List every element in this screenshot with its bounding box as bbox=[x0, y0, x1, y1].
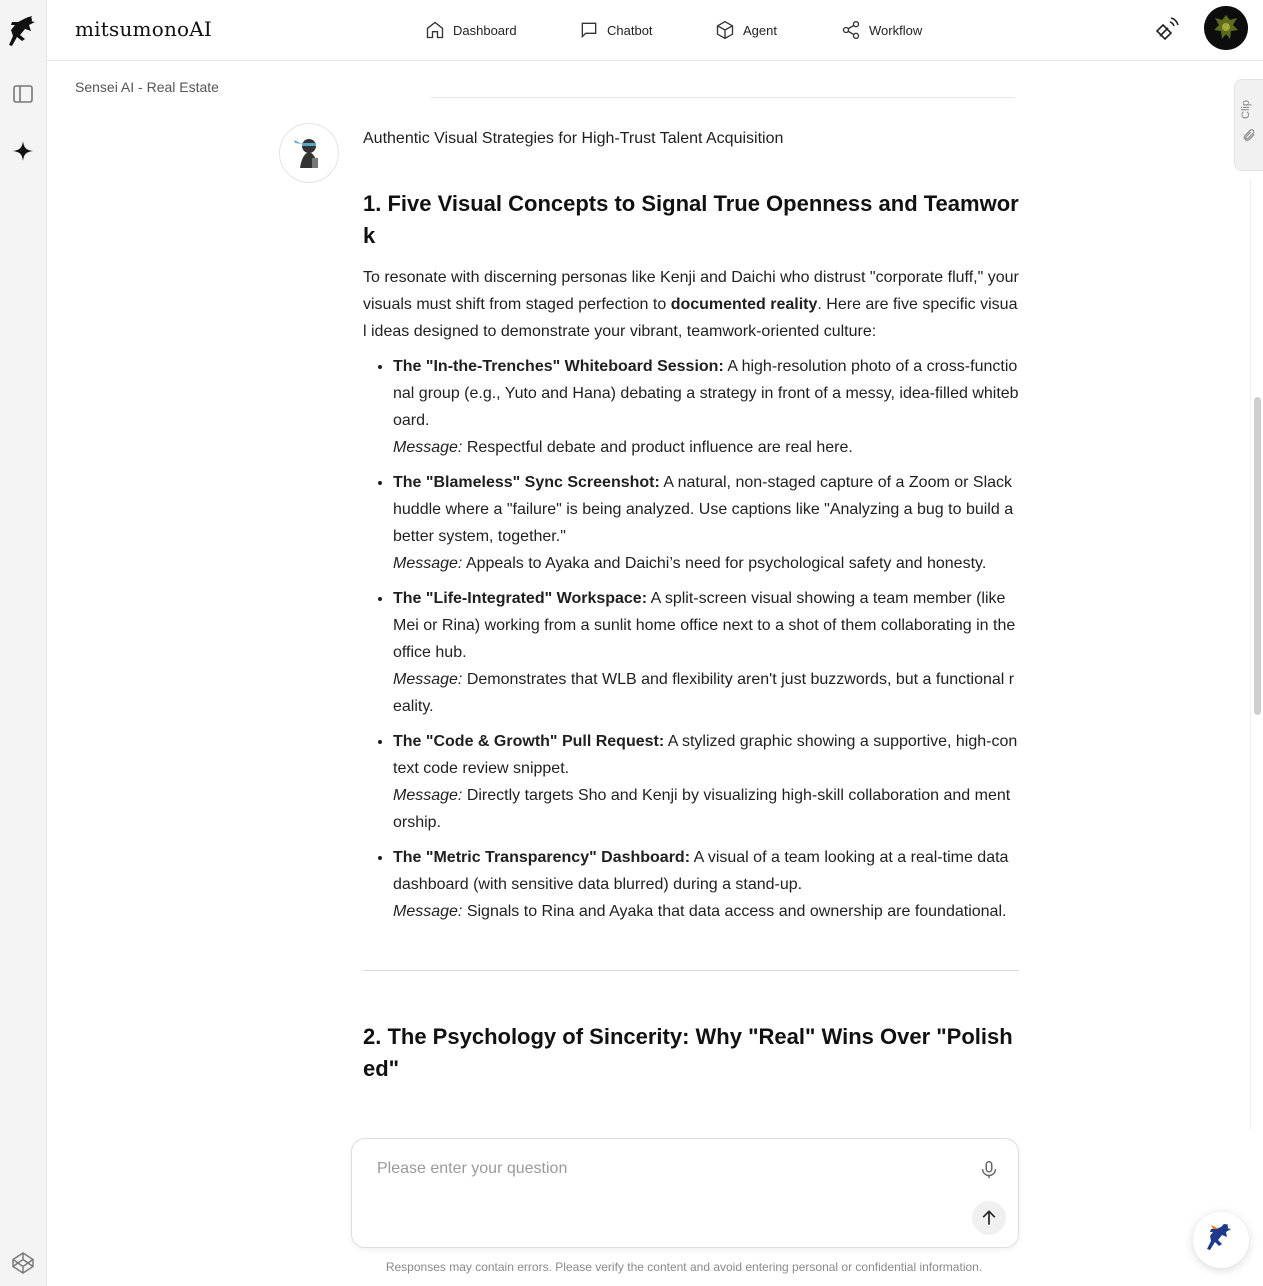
left-rail bbox=[0, 0, 47, 1286]
satellite-icon[interactable] bbox=[1154, 16, 1180, 42]
brand-name[interactable]: mitsumonoAI bbox=[75, 17, 213, 41]
nav-agent[interactable] bbox=[715, 0, 777, 60]
home-icon bbox=[425, 20, 445, 40]
section-heading: 1. Five Visual Concepts to Signal True Openness and Teamwork bbox=[363, 191, 1019, 248]
nav-workflow[interactable] bbox=[841, 0, 922, 60]
sparkle-icon[interactable] bbox=[11, 139, 35, 163]
list-item: • The "Metric Transparency" Dashboard: A visual of a team looking at a real-time data dashboard (with sensitive data blurred) during a stand-up. Message: Signals to Rina and Ayaka that data access and ownership are foundational. bbox=[393, 844, 1019, 925]
user-avatar[interactable] bbox=[1204, 6, 1248, 50]
list-item: • The "Code & Growth" Pull Request: A stylized graphic showing a supportive, high-context code review snippet. Message: Directly targets Sho and Kenji by visualizing high-skill collaboration and mentorship. bbox=[393, 728, 1019, 836]
list-item: • The "In-the-Trenches" Whiteboard Session: A high-resolution photo of a cross-functional group (e.g., Yuto and Hana) debating a strategy in front of a messy, idea-filled whiteboard. Message: Respectful debate and product influence are real here. bbox=[393, 353, 1019, 461]
nav-label: Workflow bbox=[869, 22, 923, 38]
chat-content bbox=[279, 61, 1039, 1129]
question-composer bbox=[351, 1138, 1019, 1248]
chat-icon bbox=[579, 20, 599, 40]
concept-list bbox=[363, 353, 1019, 925]
list-item: • The "Life-Integrated" Workspace: A split-screen visual showing a team member (like Mei or Rina) working from a sunlit home office next to a shot of them collaborating in the office hub. Message: Demonstrates that WLB and flexibility aren't just buzzwords, but a functional reality. bbox=[393, 585, 1019, 720]
bot-avatar bbox=[279, 123, 339, 183]
nav-chatbot[interactable] bbox=[579, 0, 653, 60]
cube-icon bbox=[715, 20, 735, 40]
intro-paragraph: To resonate with discerning personas like Kenji and Daichi who distrust "corporate fluff," your visuals must shift from staged perfection to documented reality. Here are five specific visual ideas designed to demonstrate your vibrant, teamwork-oriented culture: bbox=[363, 269, 1019, 340]
clip-label: Clip bbox=[1240, 100, 1252, 119]
top-header bbox=[47, 0, 1263, 61]
nav-dashboard[interactable] bbox=[425, 0, 517, 60]
divider bbox=[431, 97, 1015, 98]
arrow-up-icon bbox=[979, 1208, 999, 1228]
sidebar-toggle-icon[interactable] bbox=[11, 82, 35, 106]
question-input[interactable] bbox=[375, 1159, 939, 1179]
scrollbar-thumb[interactable] bbox=[1254, 397, 1261, 715]
clip-tab[interactable] bbox=[1234, 79, 1263, 171]
list-item: • The "Blameless" Sync Screenshot: A natural, non-staged capture of a Zoom or Slack huddle where a "failure" is being analyzed. Use captions like "Analyzing a bug to build a better system, together." Message: Appeals to Ayaka and Daichi’s need for psychological safety and honesty. bbox=[393, 469, 1019, 577]
breadcrumb[interactable]: Sensei AI - Real Estate bbox=[75, 79, 219, 95]
ninja-fab-icon bbox=[1193, 1212, 1249, 1268]
paperclip-icon bbox=[1242, 128, 1256, 142]
ninja-bot-icon bbox=[280, 124, 338, 182]
nav-label: Chatbot bbox=[607, 22, 653, 38]
nav-label: Dashboard bbox=[453, 22, 517, 38]
assistant-fab[interactable] bbox=[1193, 1212, 1249, 1268]
section-heading: 2. The Psychology of Sincerity: Why "Real" Wins Over "Polished" bbox=[363, 1024, 1013, 1081]
ninja-logo-icon[interactable] bbox=[6, 14, 40, 54]
message-subject: Authentic Visual Strategies for High-Trust Talent Acquisition bbox=[363, 130, 784, 147]
nav-label: Agent bbox=[743, 22, 777, 38]
microphone-icon[interactable] bbox=[978, 1159, 1000, 1181]
section-divider bbox=[363, 970, 1019, 971]
assistant-message bbox=[363, 125, 1019, 1097]
send-button[interactable] bbox=[972, 1201, 1006, 1235]
share-icon bbox=[841, 20, 861, 40]
disclaimer: Responses may contain errors. Please verify the content and avoid entering personal or confidential information. bbox=[385, 1260, 983, 1274]
codepen-icon[interactable] bbox=[11, 1251, 35, 1275]
